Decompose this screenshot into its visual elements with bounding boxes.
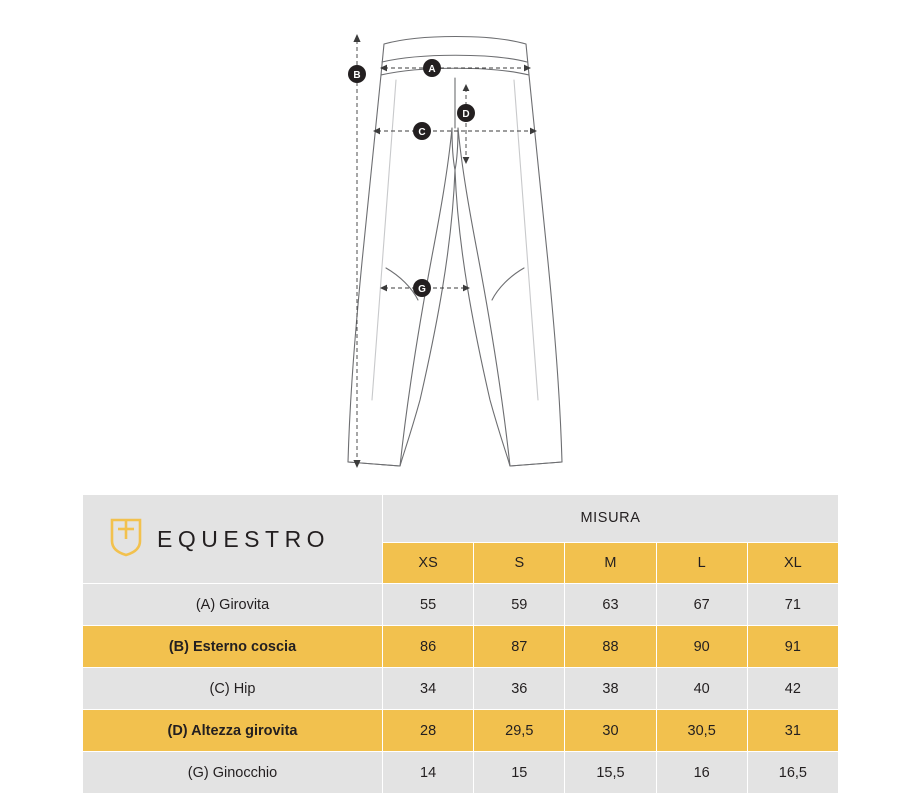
cell-girovita-s: 59 — [474, 584, 565, 626]
group-header-misura: MISURA — [383, 495, 839, 543]
cell-hip-s: 36 — [474, 668, 565, 710]
cell-altezza-girovita-xl: 31 — [747, 710, 838, 752]
cell-esterno-coscia-xs: 86 — [383, 626, 474, 668]
table-row — [83, 626, 839, 668]
cell-ginocchio-l: 16 — [656, 752, 747, 794]
cell-hip-m: 38 — [565, 668, 656, 710]
cell-ginocchio-m: 15,5 — [565, 752, 656, 794]
cell-ginocchio-s: 15 — [474, 752, 565, 794]
row-label-altezza-girovita: (D) Altezza girovita — [83, 710, 383, 752]
size-table — [82, 494, 839, 794]
cell-esterno-coscia-xl: 91 — [747, 626, 838, 668]
row-label-hip: (C) Hip — [83, 668, 383, 710]
cell-altezza-girovita-m: 30 — [565, 710, 656, 752]
cell-girovita-l: 67 — [656, 584, 747, 626]
cell-hip-xs: 34 — [383, 668, 474, 710]
cell-altezza-girovita-xs: 28 — [383, 710, 474, 752]
cell-altezza-girovita-l: 30,5 — [656, 710, 747, 752]
size-table-wrapper — [82, 494, 838, 794]
brand-name: EQUESTRO — [157, 525, 331, 552]
size-header-m: M — [565, 542, 656, 583]
cell-esterno-coscia-m: 88 — [565, 626, 656, 668]
cell-ginocchio-xs: 14 — [383, 752, 474, 794]
table-header-row-1 — [83, 495, 839, 543]
equestro-shield-icon — [109, 517, 143, 562]
cell-girovita-xs: 55 — [383, 584, 474, 626]
row-label-esterno-coscia: (B) Esterno coscia — [83, 626, 383, 668]
size-header-s: S — [474, 542, 565, 583]
brand-cell — [83, 495, 383, 584]
size-header-xs: XS — [383, 542, 474, 583]
table-row — [83, 584, 839, 626]
svg-text:C: C — [418, 127, 426, 138]
row-label-girovita: (A) Girovita — [83, 584, 383, 626]
cell-hip-l: 40 — [656, 668, 747, 710]
cell-esterno-coscia-l: 90 — [656, 626, 747, 668]
cell-girovita-m: 63 — [565, 584, 656, 626]
table-row — [83, 752, 839, 794]
cell-hip-xl: 42 — [747, 668, 838, 710]
table-row — [83, 668, 839, 710]
svg-text:B: B — [353, 70, 361, 81]
svg-text:D: D — [462, 109, 470, 120]
cell-altezza-girovita-s: 29,5 — [474, 710, 565, 752]
cell-esterno-coscia-s: 87 — [474, 626, 565, 668]
row-label-ginocchio: (G) Ginocchio — [83, 752, 383, 794]
svg-text:A: A — [428, 64, 436, 75]
size-header-xl: XL — [747, 542, 838, 583]
cell-ginocchio-xl: 16,5 — [747, 752, 838, 794]
size-header-l: L — [656, 542, 747, 583]
svg-text:G: G — [418, 284, 426, 295]
table-row — [83, 710, 839, 752]
cell-girovita-xl: 71 — [747, 584, 838, 626]
